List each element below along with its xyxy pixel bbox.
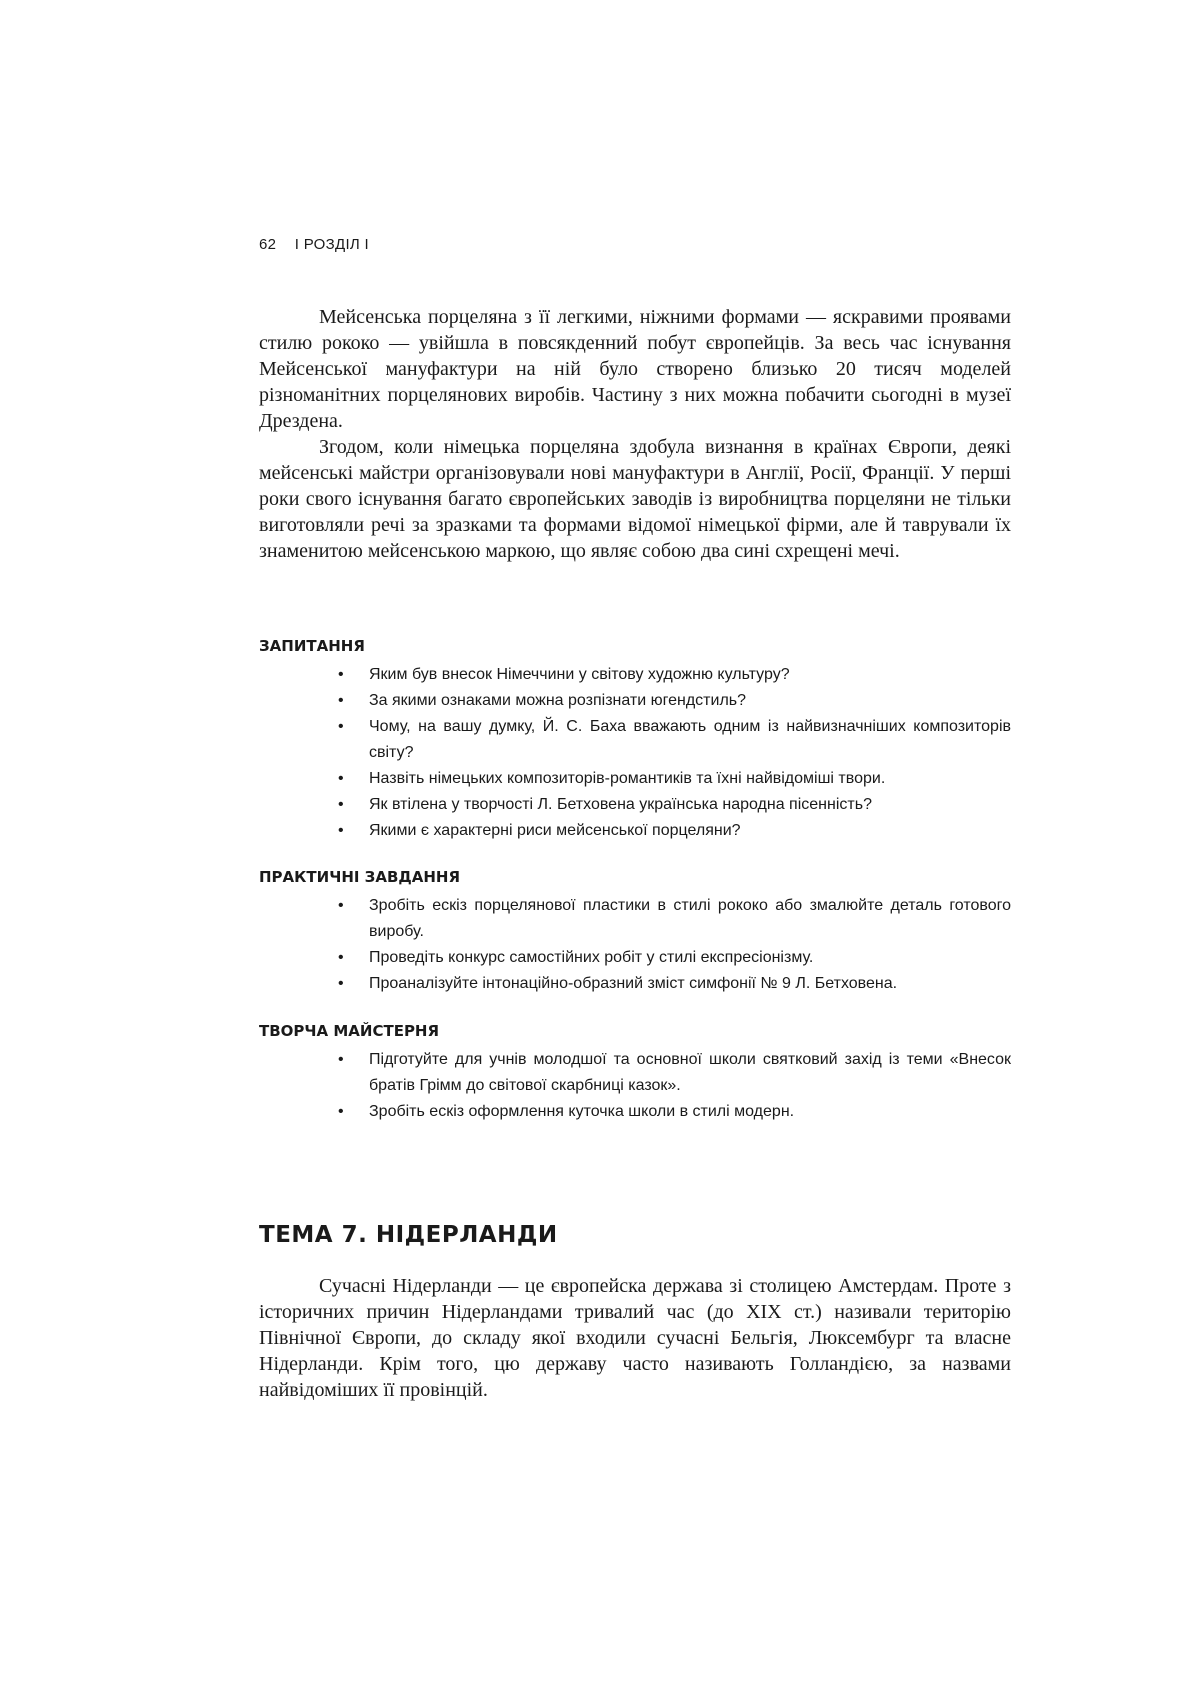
paragraph: Мейсенська порцеляна з її легкими, ніжними формами — яскравими проявами стилю рококо — увійшла в повсякденний побут європейців. За весь час існування Мейсенської мануфактури на ній було створено близько 20 тисяч моделей різноманітних порцелянових виробів. Частину з них можна побачити сьогодні в музеї Дрездена. [259, 306, 1011, 432]
creative-heading: ТВОРЧА МАЙСТЕРНЯ [259, 1022, 440, 1040]
questions-heading: ЗАПИТАННЯ [259, 637, 365, 655]
list-item: • Як втілена у творчості Л. Бетховена українська народна пісенність? [336, 792, 1011, 818]
running-head [259, 236, 383, 253]
paragraph: Згодом, коли німецька порцеляна здобула визнання в країнах Європи, деякі мейсенські майстри організовували нові мануфактури в Англії, Росії, Франції. У перші роки свого існування багато європейських заводів із виробництва порцеляни не тільки виготовляли речі за зразками та формами відомої німецької фірми, але й таврували їх знаменитою мейсенською маркою, що являє собою два сині схрещені мечі. [259, 436, 1011, 562]
list-item: • Яким був внесок Німеччини у світову художню культуру? [336, 662, 1011, 688]
page-number: 62 [259, 236, 277, 253]
theme-title: ТЕМА 7. НІДЕРЛАНДИ [259, 1222, 558, 1248]
section-label: І РОЗДІЛ І [294, 236, 370, 253]
list-item: • Зробіть ескіз оформлення куточка школи в стилі модерн. [336, 1099, 1011, 1125]
list-item: • Зробіть ескіз порцелянової пластики в стилі рококо або змалюйте деталь готового виробу. [336, 893, 1011, 945]
intro-text [259, 304, 1011, 564]
list-item: • Чому, на вашу думку, Й. С. Баха вважають одним із найвизначніших композиторів світу? [336, 714, 1011, 766]
questions-list [336, 662, 1011, 844]
list-item: • Якими є характерні риси мейсенської порцеляни? [336, 818, 1011, 844]
list-item: • Проведіть конкурс самостійних робіт у стилі експресіонізму. [336, 945, 1011, 971]
list-item: • Назвіть німецьких композиторів-романтиків та їхні найвідоміші твори. [336, 766, 1011, 792]
paragraph: Сучасні Нідерланди — це європейска держава зі столицею Амстердам. Проте з історичних причин Нідерландами тривалий час (до XIX ст.) називали територію Північної Європи, до складу якої входили сучасні Бельгія, Люксембург та власне Нідерланди. Крім того, цю державу часто називають Голландією, за назвами найвідоміших її провінцій. [259, 1275, 1011, 1401]
creative-list [336, 1047, 1011, 1125]
theme-text [259, 1273, 1011, 1403]
list-item: • Підготуйте для учнів молодшої та основної школи святковий захід із теми «Внесок братів Грімм до світової скарбниці казок». [336, 1047, 1011, 1099]
list-item: • За якими ознаками можна розпізнати югендстиль? [336, 688, 1011, 714]
practical-heading: ПРАКТИЧНІ ЗАВДАННЯ [259, 868, 461, 886]
list-item: • Проаналізуйте інтонаційно-образний зміст симфонії № 9 Л. Бетховена. [336, 971, 1011, 997]
practical-list [336, 893, 1011, 997]
